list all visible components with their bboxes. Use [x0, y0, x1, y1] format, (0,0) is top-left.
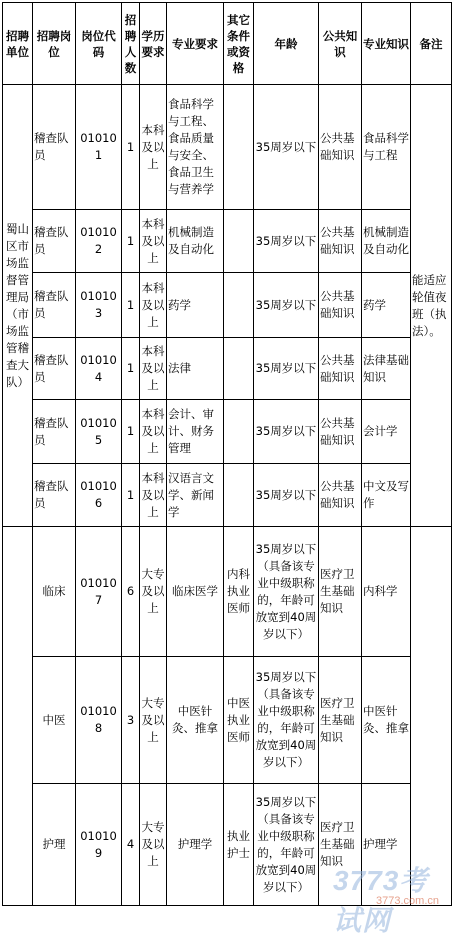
professional-cell: 中文及写作	[362, 464, 411, 527]
header-professional: 专业知识	[362, 3, 411, 85]
count-cell: 1	[122, 400, 140, 464]
professional-cell: 内科学	[362, 527, 411, 657]
post-cell: 临床	[33, 527, 76, 657]
table-row	[3, 210, 452, 273]
public-cell: 医疗卫生基础知识	[319, 527, 362, 657]
major-cell: 临床医学	[167, 527, 224, 657]
public-cell: 公共基础知识	[319, 210, 362, 273]
professional-cell: 中医针灸、推拿	[362, 657, 411, 784]
public-cell: 医疗卫生基础知识	[319, 657, 362, 784]
count-cell: 1	[122, 85, 140, 210]
header-code: 岗位代码	[76, 3, 122, 85]
table-row	[3, 400, 452, 464]
count-cell: 1	[122, 338, 140, 400]
header-post: 招聘岗位	[33, 3, 76, 85]
edu-cell: 大专及以上	[140, 527, 167, 657]
table-row	[3, 273, 452, 338]
other-cell	[224, 85, 254, 210]
remark-cell: 能适应轮值夜班（执法）。	[411, 85, 452, 527]
age-cell: 35周岁以下	[254, 464, 319, 527]
other-cell	[224, 210, 254, 273]
table-row	[3, 464, 452, 527]
professional-cell: 机械制造及自动化	[362, 210, 411, 273]
edu-cell: 本科及以上	[140, 210, 167, 273]
major-cell: 机械制造及自动化	[167, 210, 224, 273]
code-cell: 010106	[76, 464, 122, 527]
code-cell: 010108	[76, 657, 122, 784]
watermark-url: 3773.com.cn	[376, 895, 439, 907]
header-major: 专业要求	[167, 3, 224, 85]
remark-cell-empty	[411, 527, 452, 906]
professional-cell: 食品科学与工程	[362, 85, 411, 210]
age-cell: 35周岁以下	[254, 85, 319, 210]
post-cell: 稽查队员	[33, 85, 76, 210]
public-cell: 公共基础知识	[319, 85, 362, 210]
post-cell: 稽查队员	[33, 464, 76, 527]
age-cell: 35周岁以下（具备该专业中级职称的，年龄可放宽到40周岁以下）	[254, 527, 319, 657]
count-cell: 1	[122, 210, 140, 273]
professional-cell: 法律基础知识	[362, 338, 411, 400]
age-cell: 35周岁以下	[254, 338, 319, 400]
header-public: 公共知识	[319, 3, 362, 85]
count-cell: 4	[122, 784, 140, 906]
other-cell: 内科执业医师	[224, 527, 254, 657]
other-cell	[224, 464, 254, 527]
unit-cell-empty	[3, 527, 33, 906]
code-cell: 010105	[76, 400, 122, 464]
table-row	[3, 527, 452, 657]
code-cell: 010101	[76, 85, 122, 210]
post-cell: 中医	[33, 657, 76, 784]
major-cell: 会计、审计、财务管理	[167, 400, 224, 464]
table-row	[3, 784, 452, 906]
public-cell: 医疗卫生基础知识	[319, 784, 362, 906]
edu-cell: 本科及以上	[140, 273, 167, 338]
major-cell: 药学	[167, 273, 224, 338]
age-cell: 35周岁以下	[254, 273, 319, 338]
header-age: 年龄	[254, 3, 319, 85]
major-cell: 食品科学与工程、食品质量与安全、食品卫生与营养学	[167, 85, 224, 210]
edu-cell: 本科及以上	[140, 85, 167, 210]
count-cell: 6	[122, 527, 140, 657]
count-cell: 3	[122, 657, 140, 784]
public-cell: 公共基础知识	[319, 273, 362, 338]
major-cell: 中医针灸、推拿	[167, 657, 224, 784]
edu-cell: 大专及以上	[140, 784, 167, 906]
edu-cell: 本科及以上	[140, 338, 167, 400]
table-row	[3, 657, 452, 784]
major-cell: 护理学	[167, 784, 224, 906]
edu-cell: 大专及以上	[140, 657, 167, 784]
post-cell: 稽查队员	[33, 338, 76, 400]
post-cell: 护理	[33, 784, 76, 906]
other-cell	[224, 338, 254, 400]
header-count: 招聘人数	[122, 3, 140, 85]
other-cell	[224, 400, 254, 464]
public-cell: 公共基础知识	[319, 464, 362, 527]
professional-cell: 会计学	[362, 400, 411, 464]
count-cell: 1	[122, 273, 140, 338]
code-cell: 010102	[76, 210, 122, 273]
professional-cell: 药学	[362, 273, 411, 338]
watermark-logo-text: 3773考试网	[333, 865, 429, 936]
code-cell: 010107	[76, 527, 122, 657]
count-cell: 1	[122, 464, 140, 527]
table-row	[3, 338, 452, 400]
edu-cell: 本科及以上	[140, 464, 167, 527]
edu-cell: 本科及以上	[140, 400, 167, 464]
header-edu: 学历要求	[140, 3, 167, 85]
code-cell: 010103	[76, 273, 122, 338]
age-cell: 35周岁以下	[254, 210, 319, 273]
header-other: 其它条件或资格	[224, 3, 254, 85]
other-cell: 中医执业医师	[224, 657, 254, 784]
professional-cell: 护理学	[362, 784, 411, 906]
age-cell: 35周岁以下	[254, 400, 319, 464]
major-cell: 法律	[167, 338, 224, 400]
code-cell: 010104	[76, 338, 122, 400]
header-remark: 备注	[411, 3, 452, 85]
post-cell: 稽查队员	[33, 210, 76, 273]
other-cell: 执业护士	[224, 784, 254, 906]
public-cell: 公共基础知识	[319, 400, 362, 464]
header-row	[3, 3, 452, 85]
major-cell: 汉语言文学、新闻学	[167, 464, 224, 527]
other-cell	[224, 273, 254, 338]
header-unit: 招聘单位	[3, 3, 33, 85]
post-cell: 稽查队员	[33, 400, 76, 464]
post-cell: 稽查队员	[33, 273, 76, 338]
age-cell: 35周岁以下（具备该专业中级职称的，年龄可放宽到40周岁以下）	[254, 657, 319, 784]
table-row	[3, 85, 452, 210]
age-cell: 35周岁以下（具备该专业中级职称的，年龄可放宽到40周岁以下）	[254, 784, 319, 906]
code-cell: 010109	[76, 784, 122, 906]
unit-cell: 蜀山区市场监督管理局（市场监管稽查大队）	[3, 85, 33, 527]
public-cell: 公共基础知识	[319, 338, 362, 400]
recruitment-table	[2, 2, 452, 906]
